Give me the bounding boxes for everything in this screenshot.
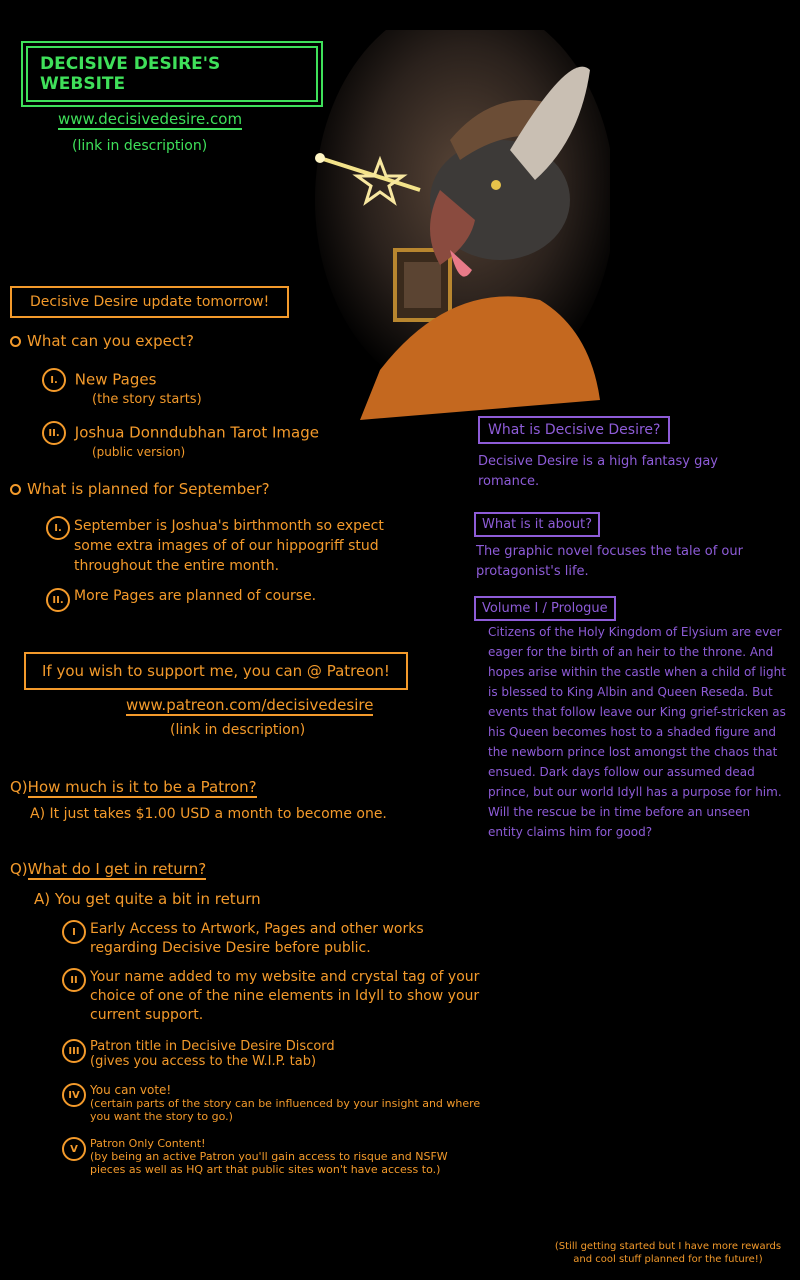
about-text-3: Citizens of the Holy Kingdom of Elysium are ever eager for the birth of an heir to the throne. And hopes arise within the castle when a child of light is blessed to King Albin and Queen Reseda. But events that follow leave our King grief-stricken as his Queen becomes host to a shaded figure and the newborn prince lost amongst the chaos that ensued. Dark days follow our assumed dead prince, but our world Idyll has a purpose for him. Will the rescue be in time before an unseen entity claims him for good? xyxy=(488,625,786,839)
list-item: I. September is Joshua's birthmonth so expect some extra images of of our hippogriff stud throughout the entire month. xyxy=(46,516,386,576)
list-item: II. More Pages are planned of course. xyxy=(46,588,386,612)
list-item: II. Joshua Donndubhan Tarot Image (public version) xyxy=(42,421,402,459)
faq-question-2: Q)What do I get in return? xyxy=(10,860,207,878)
patreon-link-note: (link in description) xyxy=(170,722,306,738)
roman-numeral-icon: IV xyxy=(62,1083,86,1107)
faq-question-1: Q)How much is it to be a Patron? xyxy=(10,778,257,796)
about-heading-3: Volume I / Prologue xyxy=(474,596,616,621)
list-item: I. New Pages (the story starts) xyxy=(42,368,402,407)
roman-numeral-icon: I xyxy=(62,920,86,944)
rewards-list xyxy=(62,920,482,1176)
faq-answer-1: A) It just takes $1.00 USD a month to become one. xyxy=(30,806,387,822)
character-illustration xyxy=(300,30,610,420)
list-item: IV You can vote! (certain parts of the story can be influenced by your insight and where you want the story to go.) xyxy=(62,1083,482,1123)
roman-numeral-icon: II. xyxy=(46,588,70,612)
about-heading-2: What is it about? xyxy=(474,512,600,537)
update-header: Decisive Desire update tomorrow! xyxy=(10,286,289,318)
roman-numeral-icon: II xyxy=(62,968,86,992)
about-text-1: Decisive Desire is a high fantasy gay romance. xyxy=(478,454,719,489)
list-item: I Early Access to Artwork, Pages and other works regarding Decisive Desire before public. xyxy=(62,920,482,958)
faq-answer-2: A) You get quite a bit in return xyxy=(34,890,261,908)
website-url[interactable]: www.decisivedesire.com xyxy=(58,110,243,128)
bullet-icon xyxy=(10,484,21,495)
roman-numeral-icon: V xyxy=(62,1137,86,1161)
roman-numeral-icon: III xyxy=(62,1039,86,1063)
roman-numeral-icon: I. xyxy=(46,516,70,540)
patreon-url[interactable]: www.patreon.com/decisivedesire xyxy=(126,696,374,714)
update-question-1: What can you expect? xyxy=(10,332,194,350)
update-list-1 xyxy=(42,368,402,459)
support-header: If you wish to support me, you can @ Patreon! xyxy=(24,652,408,690)
list-item: V Patron Only Content! (by being an active Patron you'll gain access to risque and NSFW pieces as well as HQ art that public sites won't have access to.) xyxy=(62,1137,482,1176)
update-question-2: What is planned for September? xyxy=(10,480,270,498)
bullet-icon xyxy=(10,336,21,347)
list-item: III Patron title in Decisive Desire Discord (gives you access to the W.I.P. tab) xyxy=(62,1039,482,1069)
about-text-2: The graphic novel focuses the tale of our protagonist's life. xyxy=(476,544,743,579)
roman-numeral-icon: II. xyxy=(42,421,66,445)
update-list-2 xyxy=(46,516,386,612)
list-item: II Your name added to my website and crystal tag of your choice of one of the nine elements in Idyll to show your current support. xyxy=(62,968,482,1025)
website-title: DECISIVE DESIRE'S WEBSITE xyxy=(26,46,318,102)
about-heading-1: What is Decisive Desire? xyxy=(478,416,670,444)
roman-numeral-icon: I. xyxy=(42,368,66,392)
website-link-note: (link in description) xyxy=(72,138,208,154)
footer-note: (Still getting started but I have more rewards and cool stuff planned for the future!) xyxy=(554,1241,782,1265)
